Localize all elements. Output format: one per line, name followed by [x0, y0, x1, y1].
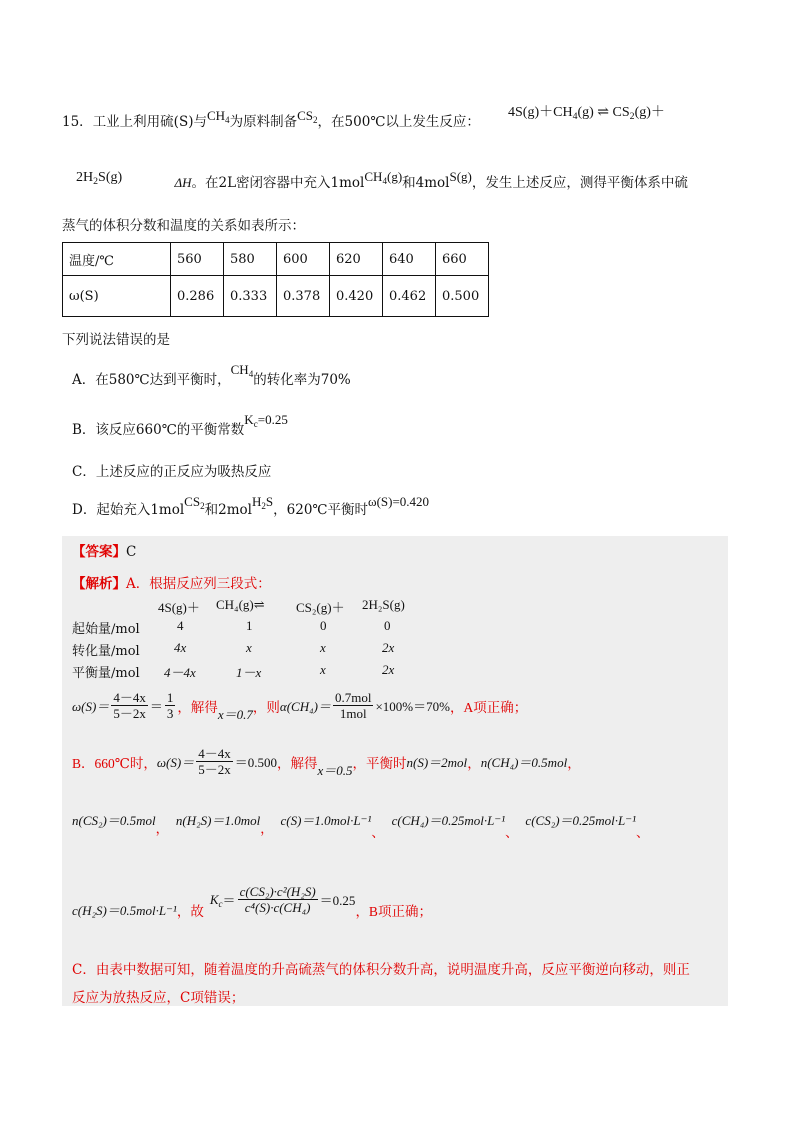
question-line-2: $2H_2S(g)$ ΔH。在2L密闭容器中充入1molCH$_4$(g)和4molS(g)，发生上述反应，测得平衡体系中硫: [76, 169, 688, 191]
ice-cell: 2x: [382, 640, 395, 655]
ice-header-2: CH₄(g)⇌: [216, 597, 265, 612]
ice-cell: 1: [246, 618, 253, 633]
table-cell: 560: [171, 243, 224, 276]
analysis-intro: 【解析】A．根据反应列三段式：: [72, 576, 271, 592]
temperature-table: [62, 242, 489, 317]
calc-b-line-1: B．660℃时， ω(S)＝ $\frac{4-4x}{5-2x}$ ＝0.500 ，解得 x＝0.5 ，平衡时 n(S)＝2mol ， n(CH₄)＝0.5mol ，: [72, 746, 581, 778]
table-row-temperature: [63, 243, 489, 276]
option-d: D．起始充入1molCS$_2$和2molH$_2$S，620℃平衡时ω(S)=0.420: [72, 494, 430, 518]
table-cell: 580: [224, 243, 277, 276]
question-line-1: 15．工业上利用硫(S)与$CH_4$为原料制备$CS_2$，在500℃以上发生反应：: [62, 108, 480, 130]
ice-header-1: 4S(g)＋: [158, 600, 200, 615]
ice-cell: 1－x: [236, 665, 262, 680]
table-cell: 640: [383, 243, 436, 276]
ice-row-change-label: 转化量/mol: [72, 644, 140, 659]
table-cell: 0.333: [224, 276, 277, 317]
analysis-c-line-1: C．由表中数据可知，随着温度的升高硫蒸气的体积分数升高，说明温度升高，反应平衡逆向移动，则正: [72, 962, 690, 978]
calc-b-line-2: n(CS₂)＝0.5mol， n(H₂S)＝1.0mol， c(S)＝1.0mol·L⁻¹、 c(CH₄)＝0.25mol·L⁻¹、 c(CS₂)＝0.25mol·L⁻¹、: [72, 813, 650, 840]
ice-row-eq-label: 平衡量/mol: [72, 666, 140, 681]
analysis-c-line-2: 反应为放热反应，C项错误；: [72, 990, 245, 1006]
ice-header-3: CS₂(g)＋: [296, 600, 345, 615]
option-a: A．在580℃达到平衡时，$CH_4$的转化率为70%: [72, 362, 351, 388]
table-cell: 0.500: [436, 276, 489, 317]
table-cell: 0.286: [171, 276, 224, 317]
table-row-fraction: [63, 276, 489, 317]
ice-cell: 0: [384, 618, 391, 633]
ice-row-start-label: 起始量/mol: [72, 622, 140, 637]
ice-cell: x: [320, 662, 326, 677]
table-cell: 0.378: [277, 276, 330, 317]
calc-b-line-3: c(H₂S)＝0.5mol·L⁻¹ ，故 $K_c$ ＝ $\frac{\text{c(CS₂)·c²(H₂S)}}{\text{c⁴(S)·c(CH₄)}}$ ＝0.25 ，B项正确；: [72, 884, 432, 919]
table-cell: 660: [436, 243, 489, 276]
reaction-equation-part1: $4S(g)+CH_4(g)$ ⇌ $CS_2(g)+$: [508, 105, 665, 122]
ice-header-4: 2H₂S(g): [362, 597, 405, 612]
ice-cell: 2x: [382, 662, 395, 677]
calc-a: ω(S)＝ $\frac{4-4x}{5-2x}$ ＝ $\frac{1}{3}$ ，解得 x＝0.7 ，则 α(CH₄)＝ $\frac{\text{0.7mol}}{\text{1mol}}$ ×100%＝70% ，A项正确；: [72, 690, 528, 722]
table-header-temp: 温度/℃: [63, 243, 171, 276]
ice-cell: x: [246, 640, 252, 655]
ice-cell: 4: [177, 618, 184, 633]
answer-line: 【答案】C: [72, 544, 137, 560]
ice-cell: 4x: [174, 640, 187, 655]
ice-cell: 0: [320, 618, 327, 633]
ice-cell: x: [320, 640, 326, 655]
ice-cell: 4－4x: [164, 665, 196, 680]
question-line-3: 蒸气的体积分数和温度的关系如表所示：: [62, 218, 305, 234]
table-header-omega: ω(S): [63, 276, 171, 317]
table-cell: 600: [277, 243, 330, 276]
question-prompt: 下列说法错误的是: [62, 332, 170, 348]
option-c: C．上述反应的正反应为吸热反应: [72, 464, 272, 480]
table-cell: 0.420: [330, 276, 383, 317]
table-cell: 0.462: [383, 276, 436, 317]
option-b: B．该反应660℃的平衡常数$K_c=0.25$: [72, 412, 288, 438]
table-cell: 620: [330, 243, 383, 276]
